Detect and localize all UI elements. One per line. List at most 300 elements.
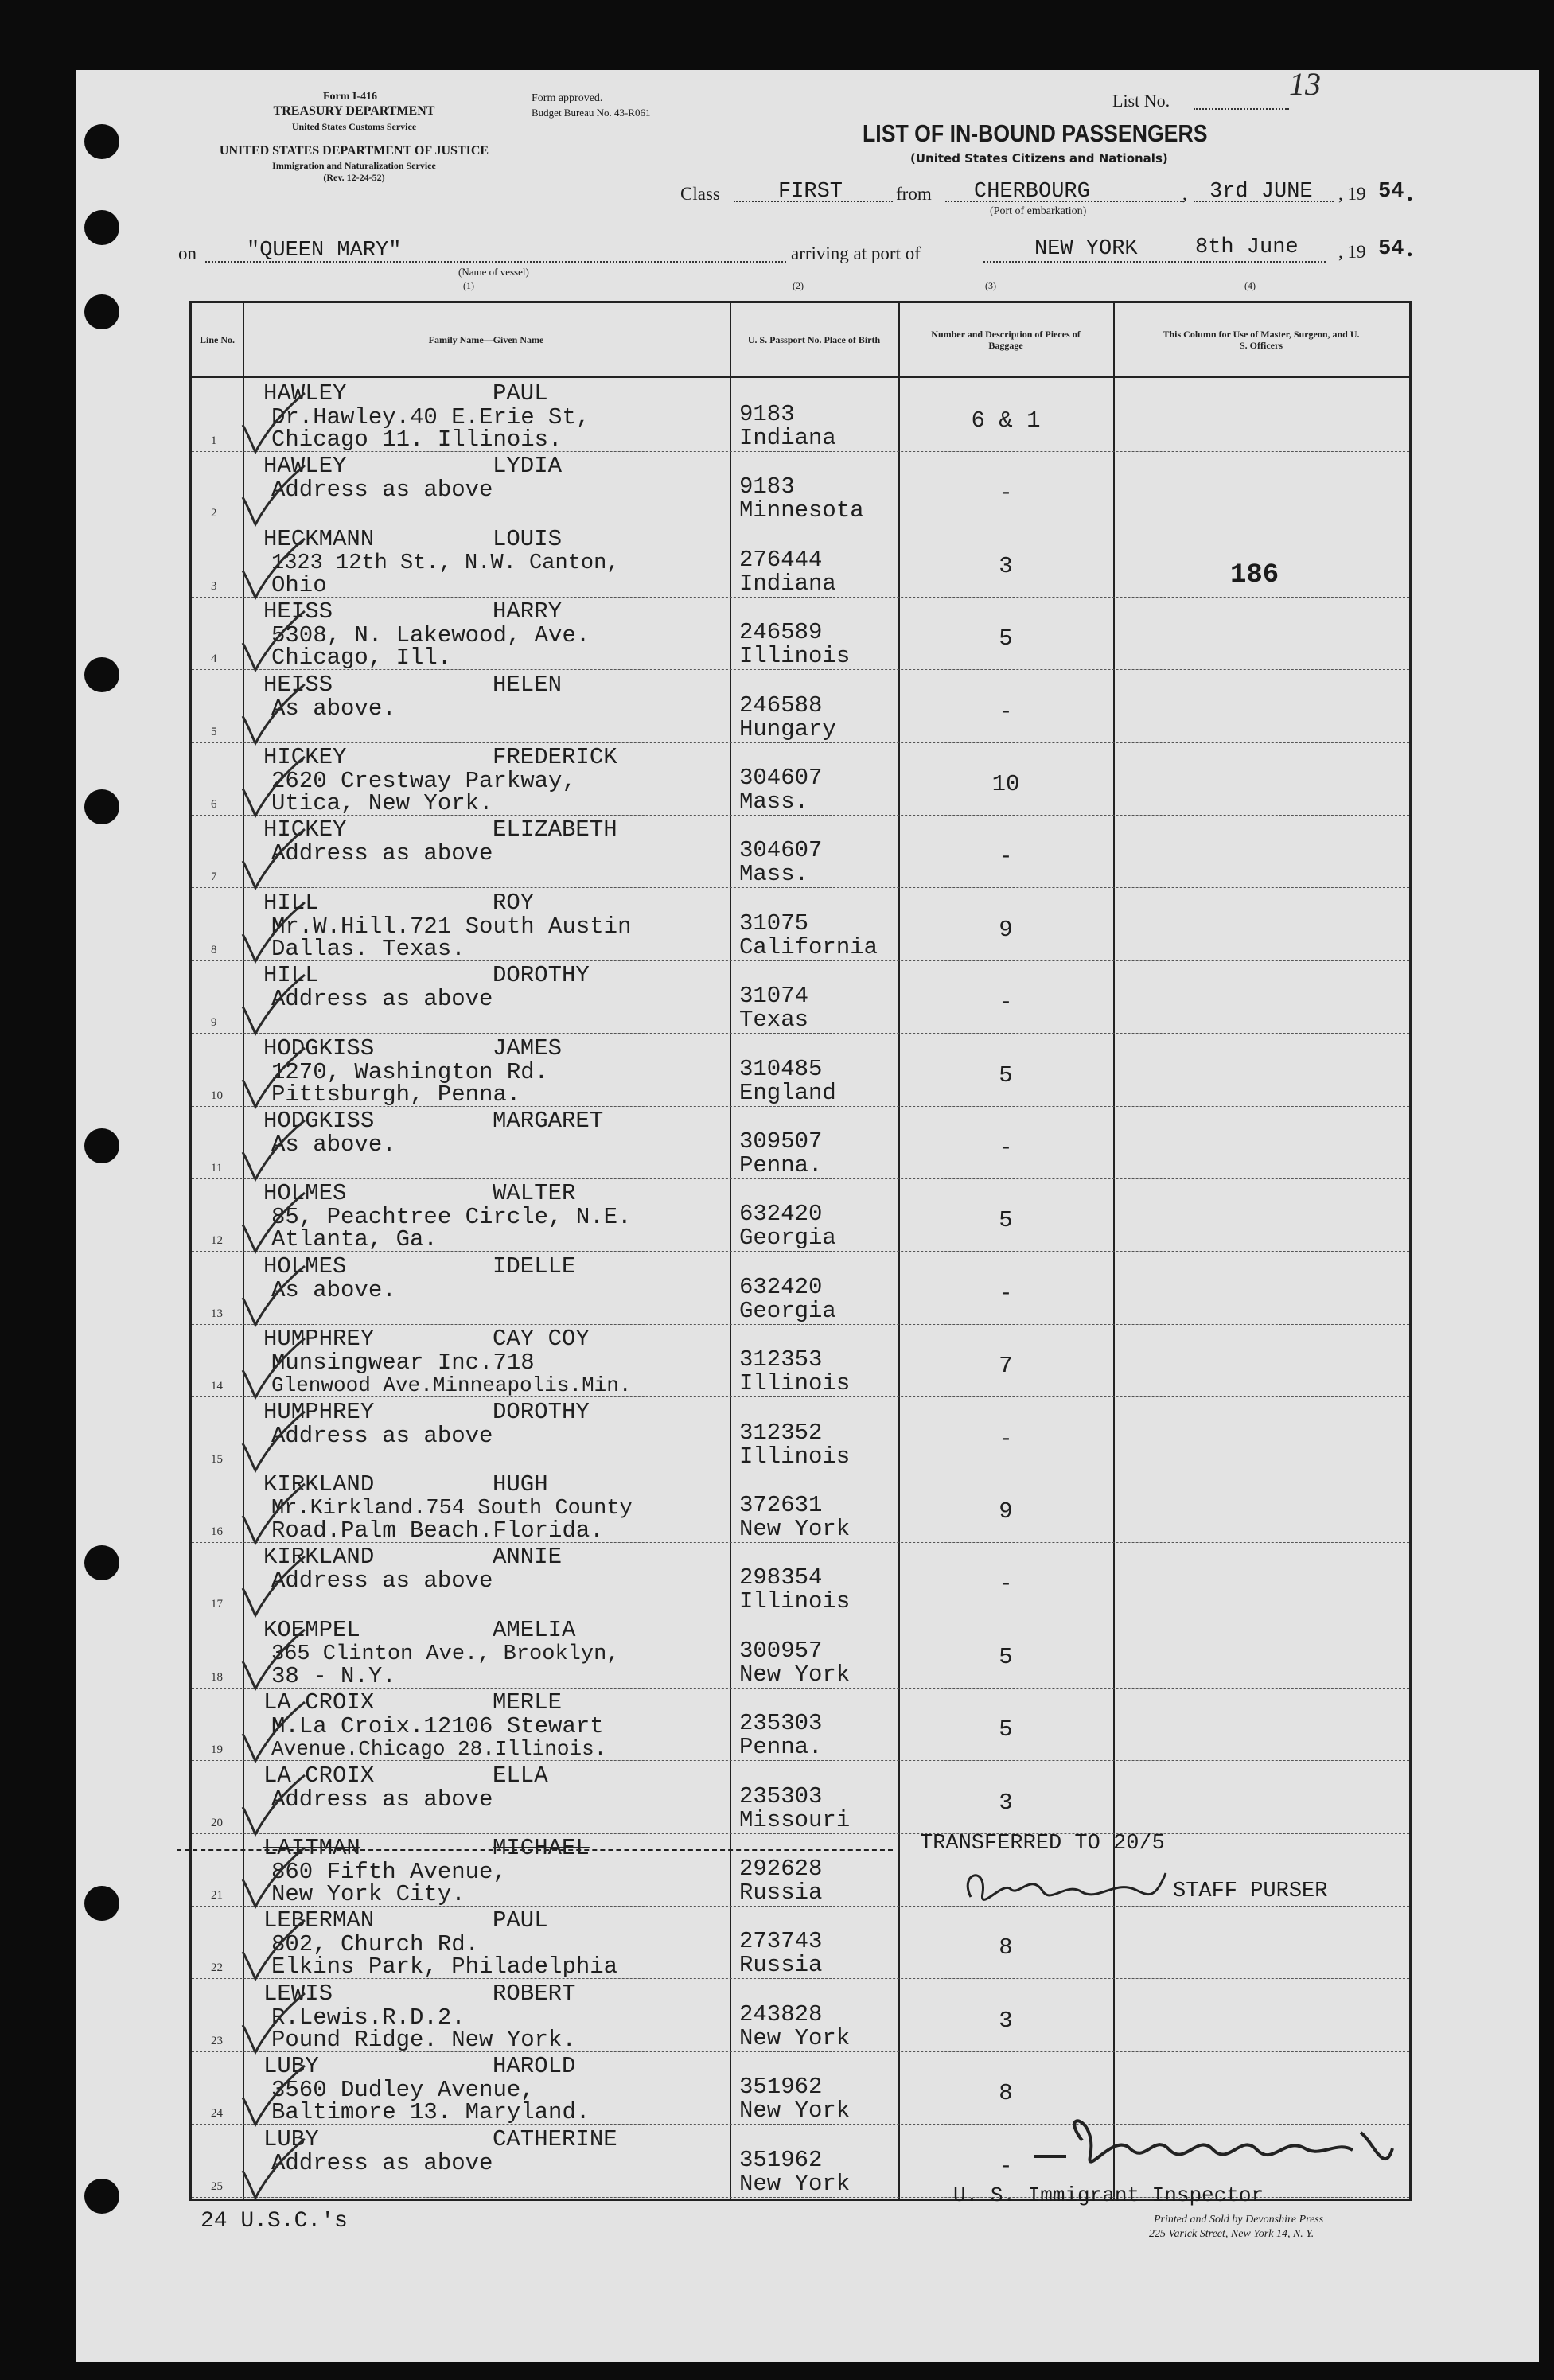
family-name: HILL <box>263 962 319 989</box>
line-number: 15 <box>211 1452 223 1466</box>
passport-number: 300957 <box>739 1637 823 1664</box>
check-mark-icon <box>238 968 310 1040</box>
port-embarkation-label: (Port of embarkation) <box>990 205 1087 217</box>
given-name: AMELIA <box>493 1616 576 1643</box>
inspector-signature <box>1011 2101 1424 2188</box>
place-of-birth: New York <box>739 1516 851 1542</box>
family-name: HODGKISS <box>263 1034 375 1061</box>
passport-number: 9183 <box>739 473 795 501</box>
officer-mark: 186 <box>1230 560 1279 590</box>
line-number: 16 <box>211 1525 223 1538</box>
baggage-count: 5 <box>999 1061 1013 1089</box>
address-line-2: 38 - N.Y. <box>271 1662 396 1689</box>
line-number: 1 <box>211 434 217 447</box>
baggage-count: 5 <box>999 1643 1013 1670</box>
address-line-1: Address as above <box>271 1422 493 1449</box>
passport-number: 309507 <box>739 1128 823 1155</box>
family-name: HUMPHREY <box>263 1398 375 1425</box>
list-no-line <box>1194 108 1289 110</box>
address-line-1: Munsingwear Inc.718 <box>271 1350 535 1377</box>
col-marker-2: (2) <box>793 280 804 291</box>
address-line-2: Baltimore 13. Maryland. <box>271 2099 590 2126</box>
table-row <box>192 1906 1409 1979</box>
address-line-2: Pound Ridge. New York. <box>271 2026 576 2053</box>
check-mark-stroke <box>243 1775 305 1834</box>
baggage-count: 3 <box>999 2007 1013 2034</box>
line-number: 5 <box>211 725 217 738</box>
address-line-1: As above. <box>271 1276 396 1303</box>
family-name: LAITMAN <box>263 1835 360 1861</box>
family-name: LUBY <box>263 2125 319 2152</box>
vessel-label: (Name of vessel) <box>458 266 529 278</box>
transfer-rule <box>177 1849 893 1851</box>
given-name: HARRY <box>493 598 563 625</box>
place-of-birth: Hungary <box>739 715 836 742</box>
printer-line-1: Printed and Sold by Devonshire Press <box>1154 2214 1324 2226</box>
family-name: HICKEY <box>263 816 347 843</box>
address-line-1: 365 Clinton Ave., Brooklyn, <box>271 1642 620 1666</box>
table-row <box>192 451 1409 524</box>
punch-hole <box>84 1886 119 1921</box>
passport-number: 351962 <box>739 2146 823 2173</box>
place-of-birth: New York <box>739 2170 851 2197</box>
address-line-2: Road.Palm Beach.Florida. <box>271 1517 604 1544</box>
address-line-2: Ohio <box>271 571 327 598</box>
form-revision: (Rev. 12-24-52) <box>323 172 385 183</box>
baggage-count: - <box>999 2152 1013 2179</box>
arrival-line <box>983 261 1326 263</box>
page-subtitle: (United States Citizens and Nationals) <box>910 151 1168 166</box>
line-number: 7 <box>211 871 217 884</box>
line-number: 8 <box>211 943 217 956</box>
passport-number: 632420 <box>739 1273 823 1300</box>
line-number: 4 <box>211 652 217 666</box>
given-name: PAUL <box>493 380 548 407</box>
family-name: HODGKISS <box>263 1108 375 1134</box>
check-mark-icon <box>238 1186 310 1258</box>
table-row <box>192 1178 1409 1252</box>
passport-number: 304607 <box>739 765 823 791</box>
punch-hole <box>84 294 119 329</box>
given-name: ELIZABETH <box>493 816 617 843</box>
given-name: FREDERICK <box>493 744 617 770</box>
passport-number: 31075 <box>739 910 809 937</box>
address-line-1: 802, Church Rd. <box>271 1931 480 1958</box>
baggage-count: - <box>999 698 1013 725</box>
address-line-1: 860 Fifth Avenue, <box>271 1859 507 1885</box>
list-no-label: List No. <box>1112 91 1170 111</box>
line-number: 21 <box>211 1889 223 1902</box>
punch-hole <box>84 124 119 159</box>
col-header-name: Family Name—Given Name <box>428 334 544 345</box>
staff-purser: STAFF PURSER <box>1173 1879 1328 1903</box>
treasury-department: TREASURY DEPARTMENT <box>273 104 435 118</box>
place-of-birth: Illinois <box>739 643 851 670</box>
arrival-year-prefix: , 19 <box>1338 242 1366 262</box>
passport-number: 298354 <box>739 1564 823 1591</box>
col-header-line-no: Line No. <box>199 334 235 345</box>
table-row <box>192 742 1409 816</box>
given-name: LOUIS <box>493 525 563 552</box>
check-mark-icon <box>238 896 310 968</box>
address-line-1: As above. <box>271 695 396 722</box>
given-name: CATHERINE <box>493 2125 617 2152</box>
address-line-1: Mr.W.Hill.721 South Austin <box>271 913 632 940</box>
comma: , <box>1182 184 1187 204</box>
line-number: 12 <box>211 1234 223 1248</box>
punch-hole <box>84 1545 119 1580</box>
class-label: Class <box>680 184 720 204</box>
check-mark-icon <box>238 1114 310 1186</box>
place-of-birth: California <box>739 933 878 960</box>
address-line-1: 5308, N. Lakewood, Ave. <box>271 622 590 649</box>
passport-number: 246589 <box>739 619 823 646</box>
place-of-birth: Indiana <box>739 425 836 451</box>
family-name: HAWLEY <box>263 380 347 407</box>
check-mark-icon <box>238 1405 310 1477</box>
class-value: FIRST <box>778 180 843 204</box>
passport-number: 276444 <box>739 546 823 573</box>
check-mark-stroke <box>243 393 305 452</box>
check-mark-icon <box>238 459 310 531</box>
passport-number: 312353 <box>739 1346 823 1373</box>
table-row <box>192 1397 1409 1470</box>
table-row <box>192 670 1409 743</box>
check-mark-stroke <box>243 539 305 598</box>
address-line-1: 1270, Washington Rd. <box>271 1058 549 1085</box>
baggage-count: 10 <box>991 771 1020 797</box>
address-line-1: Address as above <box>271 986 493 1013</box>
place-of-birth: Russia <box>739 1952 823 1979</box>
address-line-2: Atlanta, Ga. <box>271 1226 438 1253</box>
address-line-1: Address as above <box>271 477 493 504</box>
family-name: HUMPHREY <box>263 1326 375 1353</box>
baggage-count: - <box>999 1135 1013 1161</box>
table-row <box>192 960 1409 1034</box>
col-marker-1: (1) <box>463 280 474 291</box>
col-marker-3: (3) <box>985 280 996 291</box>
arrival-year: 54 <box>1378 237 1404 261</box>
check-mark-icon <box>238 1987 310 2059</box>
line-number: 20 <box>211 1816 223 1829</box>
place-of-birth: Penna. <box>739 1152 823 1178</box>
baggage-count: - <box>999 1571 1013 1598</box>
address-line-2: Glenwood Ave.Minneapolis.Min. <box>271 1373 632 1398</box>
vessel-name: "QUEEN MARY" <box>247 239 402 263</box>
check-mark-icon <box>238 387 310 458</box>
baggage-count: 8 <box>999 1934 1013 1961</box>
check-mark-stroke <box>243 1556 305 1615</box>
check-mark-icon <box>238 678 310 750</box>
check-mark-icon <box>238 1769 310 1841</box>
punch-hole <box>84 2179 119 2214</box>
address-line-1: R.Lewis.R.D.2. <box>271 2004 465 2031</box>
place-of-birth: New York <box>739 2024 851 2051</box>
arrival-year-prefix-text: 19 <box>1347 242 1366 262</box>
line-number: 14 <box>211 1380 223 1393</box>
line-number: 11 <box>211 1162 223 1174</box>
check-mark-stroke <box>243 465 305 524</box>
family-name: KIRKLAND <box>263 1471 375 1498</box>
col-header-officers: This Column for Use of Master, Surgeon, and U. S. Officers <box>1163 329 1360 351</box>
address-line-1: 1323 12th St., N.W. Canton, <box>271 551 620 575</box>
family-name: HILL <box>263 889 319 916</box>
address-line-1: M.La Croix.12106 Stewart <box>271 1713 604 1740</box>
table-row <box>192 597 1409 670</box>
check-mark-stroke <box>243 829 305 888</box>
place-of-birth: Mass. <box>739 861 809 888</box>
family-name: HEISS <box>263 671 333 698</box>
family-name: KIRKLAND <box>263 1544 375 1571</box>
address-line-2: New York City. <box>271 1881 465 1907</box>
given-name: HELEN <box>493 671 563 698</box>
passport-number: 246588 <box>739 691 823 719</box>
table-row <box>192 1615 1409 1689</box>
place-of-birth: England <box>739 1079 836 1106</box>
given-name: MERLE <box>493 1689 563 1716</box>
port-of-embarkation: CHERBOURG <box>974 180 1090 204</box>
given-name: LYDIA <box>493 453 563 480</box>
place-of-birth: New York <box>739 1661 851 1688</box>
baggage-count: 3 <box>999 1789 1013 1816</box>
place-of-birth: Missouri <box>739 1806 851 1833</box>
line-number: 3 <box>211 579 217 593</box>
check-mark-stroke <box>243 2066 305 2125</box>
given-name: ANNIE <box>493 1544 563 1571</box>
check-mark-stroke <box>243 1848 305 1907</box>
passport-number: 372631 <box>739 1492 823 1518</box>
address-line-1: 2620 Crestway Parkway, <box>271 768 576 794</box>
passport-number: 31074 <box>739 983 809 1010</box>
address-line-2: Elkins Park, Philadelphia <box>271 1953 618 1981</box>
check-mark-stroke <box>243 1048 305 1107</box>
given-name: MICHAEL <box>493 1835 590 1861</box>
check-mark-icon <box>238 1914 310 1985</box>
from-label: from <box>896 184 932 204</box>
col-header-passport: U. S. Passport No. Place of Birth <box>747 334 881 345</box>
given-name: HUGH <box>493 1471 548 1498</box>
check-mark-icon <box>238 1042 310 1113</box>
passport-number: 235303 <box>739 1710 823 1737</box>
embarkation-year: 54 <box>1378 180 1404 204</box>
baggage-count: - <box>999 480 1013 507</box>
arrival-port: NEW YORK <box>1034 237 1138 261</box>
family-name: LEBERMAN <box>263 1907 375 1934</box>
given-name: DOROTHY <box>493 962 590 989</box>
address-line-1: 85, Peachtree Circle, N.E. <box>271 1204 632 1231</box>
table-row <box>192 1979 1409 2052</box>
table-row <box>192 815 1409 888</box>
ins-service: Immigration and Naturalization Service <box>272 160 436 171</box>
passport-number: 9183 <box>739 401 795 427</box>
baggage-count: - <box>999 989 1013 1016</box>
check-mark-stroke <box>243 1193 305 1252</box>
family-name: LUBY <box>263 2053 319 2080</box>
address-line-1: Address as above <box>271 840 493 867</box>
check-mark-icon <box>238 2133 310 2204</box>
given-name: JAMES <box>493 1034 563 1061</box>
place-of-birth: Illinois <box>739 1370 851 1397</box>
arrival-date: 8th June <box>1195 236 1299 259</box>
given-name: DOROTHY <box>493 1398 590 1425</box>
line-number: 19 <box>211 1743 223 1757</box>
family-name: HAWLEY <box>263 453 347 480</box>
check-mark-stroke <box>243 684 305 743</box>
check-mark-stroke <box>243 1484 305 1543</box>
place-of-birth: Mass. <box>739 789 809 815</box>
table-row <box>192 1324 1409 1397</box>
given-name: MARGARET <box>493 1108 604 1134</box>
printer-line-2: 225 Varick Street, New York 14, N. Y. <box>1149 2228 1314 2240</box>
table-row <box>192 1252 1409 1325</box>
header-rule <box>192 376 1409 378</box>
passport-number: 632420 <box>739 1201 823 1228</box>
arriving-label: arriving at port of <box>791 243 921 263</box>
place-of-birth: Georgia <box>739 1297 836 1324</box>
place-of-birth: Russia <box>739 1879 823 1906</box>
check-mark-icon <box>238 2059 310 2131</box>
check-mark-stroke <box>243 902 305 961</box>
col-marker-4: (4) <box>1244 280 1256 291</box>
given-name: WALTER <box>493 1180 576 1207</box>
line-number: 17 <box>211 1598 223 1611</box>
check-mark-icon <box>238 1550 310 1622</box>
table-row <box>192 1470 1409 1543</box>
period: . <box>1407 180 1413 206</box>
table-row <box>192 524 1409 598</box>
passport-number: 292628 <box>739 1856 823 1882</box>
page-title: LIST OF IN-BOUND PASSENGERS <box>863 119 1208 147</box>
family-name: KOEMPEL <box>263 1616 360 1643</box>
place-of-birth: Illinois <box>739 1588 851 1615</box>
family-name: HEISS <box>263 598 333 625</box>
place-of-birth: Penna. <box>739 1734 823 1761</box>
passport-number: 310485 <box>739 1055 823 1082</box>
check-mark-icon <box>238 1623 310 1695</box>
address-line-1: 3560 Dudley Avenue, <box>271 2077 535 2104</box>
family-name: LA CROIX <box>263 1689 375 1716</box>
check-mark-stroke <box>243 1412 305 1470</box>
passport-number: 273743 <box>739 1928 823 1955</box>
table-row <box>192 1688 1409 1761</box>
passenger-table <box>189 301 1412 2201</box>
baggage-count: 3 <box>999 552 1013 579</box>
check-mark-icon <box>238 1260 310 1331</box>
list-no-value: 13 <box>1289 66 1321 102</box>
given-name: HAROLD <box>493 2053 576 2080</box>
passport-number: 235303 <box>739 1782 823 1809</box>
address-line-1: Address as above <box>271 2149 493 2176</box>
check-mark-icon <box>238 1332 310 1404</box>
address-line-1: Address as above <box>271 1568 493 1595</box>
address-line-1: As above. <box>271 1132 396 1158</box>
address-line-2: Chicago, Ill. <box>271 645 452 672</box>
customs-service: United States Customs Service <box>291 121 417 132</box>
table-row <box>192 1106 1409 1179</box>
punch-hole <box>84 210 119 245</box>
check-mark-icon <box>238 823 310 894</box>
check-mark-stroke <box>243 1630 305 1689</box>
embarkation-date: 3rd JUNE <box>1209 180 1313 204</box>
department-of-justice: UNITED STATES DEPARTMENT OF JUSTICE <box>219 144 489 158</box>
col-header-baggage: Number and Description of Pieces of Baggage <box>931 329 1081 351</box>
year-prefix-text: 19 <box>1347 184 1366 204</box>
family-name: HICKEY <box>263 744 347 770</box>
punch-hole <box>84 789 119 824</box>
table-row <box>192 888 1409 961</box>
passport-number: 304607 <box>739 837 823 864</box>
check-mark-stroke <box>243 611 305 670</box>
check-mark-icon <box>238 1696 310 1767</box>
check-mark-stroke <box>243 757 305 816</box>
baggage-count: - <box>999 1425 1013 1452</box>
place-of-birth: Minnesota <box>739 497 864 524</box>
family-name: HOLMES <box>263 1252 347 1280</box>
check-mark-stroke <box>243 1702 305 1761</box>
address-line-1: Address as above <box>271 1786 493 1813</box>
table-row <box>192 1761 1409 1834</box>
passport-number: 312352 <box>739 1419 823 1446</box>
address-line-1: Dr.Hawley.40 E.Erie St, <box>271 404 590 430</box>
table-row <box>192 379 1409 452</box>
line-number: 2 <box>211 507 217 520</box>
footer-count: 24 U.S.C.'s <box>201 2209 348 2234</box>
place-of-birth: Texas <box>739 1007 809 1034</box>
baggage-count: 8 <box>999 2080 1013 2107</box>
baggage-count: 5 <box>999 625 1013 652</box>
punch-hole <box>84 657 119 692</box>
given-name: ROBERT <box>493 1980 576 2007</box>
period: . <box>1407 236 1413 262</box>
check-mark-icon <box>238 1841 310 1913</box>
table-row <box>192 1034 1409 1107</box>
line-number: 24 <box>211 2107 223 2121</box>
baggage-count: 5 <box>999 1716 1013 1743</box>
check-mark-stroke <box>243 1993 305 2052</box>
check-mark-stroke <box>243 975 305 1034</box>
line-number: 25 <box>211 2179 223 2193</box>
line-number: 23 <box>211 2034 223 2047</box>
given-name: CAY COY <box>493 1326 590 1353</box>
family-name: LA CROIX <box>263 1762 375 1789</box>
given-name: ELLA <box>493 1762 548 1789</box>
passport-number: 351962 <box>739 2074 823 2101</box>
family-name: HOLMES <box>263 1180 347 1207</box>
purser-signature <box>955 1857 1194 1921</box>
check-mark-stroke <box>243 1920 305 1979</box>
check-mark-icon <box>238 750 310 822</box>
baggage-count: 9 <box>999 916 1013 943</box>
given-name: IDELLE <box>493 1252 576 1280</box>
check-mark-stroke <box>243 1266 305 1325</box>
table-row <box>192 1542 1409 1615</box>
address-line-1: Mr.Kirkland.754 South County <box>271 1497 633 1521</box>
passport-number: 243828 <box>739 2000 823 2027</box>
address-line-2: Dallas. Texas. <box>271 935 465 962</box>
place-of-birth: Illinois <box>739 1443 851 1470</box>
check-mark-stroke <box>243 1338 305 1397</box>
transferred-note: TRANSFERRED TO 20/5 <box>920 1832 1165 1856</box>
check-mark-icon <box>238 605 310 676</box>
form-number: Form I-416 <box>322 91 378 103</box>
check-mark-stroke <box>243 2139 305 2198</box>
place-of-birth: Georgia <box>739 1225 836 1252</box>
baggage-count: 5 <box>999 1207 1013 1234</box>
address-line-2: Utica, New York. <box>271 790 493 816</box>
address-line-2: Avenue.Chicago 28.Illinois. <box>271 1737 607 1762</box>
form-approved: Form approved. <box>532 92 603 104</box>
line-number: 18 <box>211 1670 223 1684</box>
